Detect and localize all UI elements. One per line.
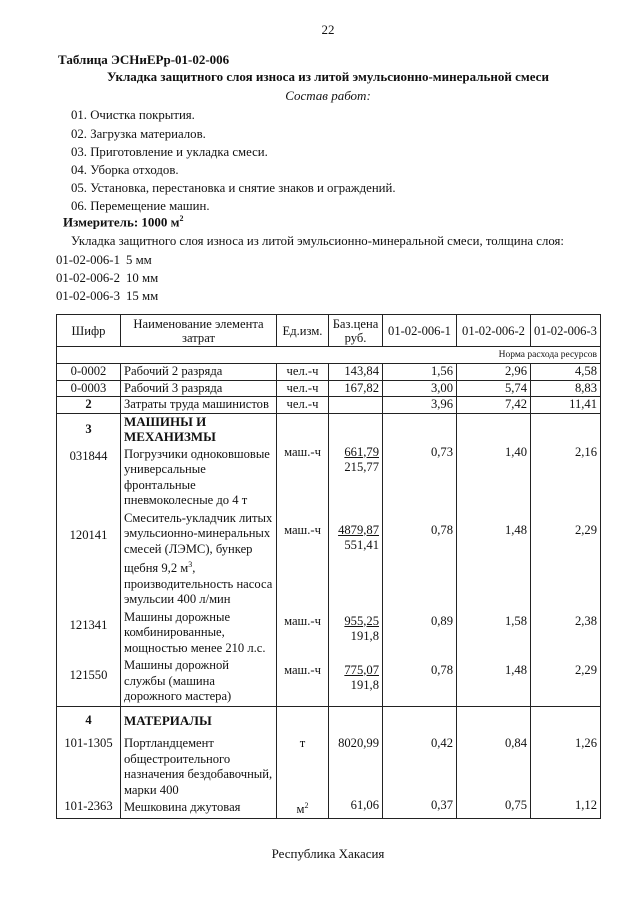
machines-section [57,413,601,706]
price-bottom: 215,77 [344,460,379,474]
row-unit: маш.-ч [284,523,321,537]
row-code: 101-1305 [64,736,113,751]
row-v3: 2,29 [574,523,597,537]
section-title: МАШИНЫ И МЕХАНИЗМЫ [124,413,216,444]
row-unit: чел.-ч [277,397,329,414]
variant-code: 01-02-006-2 [56,271,120,285]
row-unit: т [299,735,306,750]
page-number: 22 [321,22,335,37]
row-price: 167,82 [329,380,383,397]
work-item: 05. Установка, перестановка и снятие знаков и ограждений. [71,181,396,195]
materials-section [57,706,601,818]
row-v3: 11,41 [531,397,601,414]
machine-name: Погрузчики одноковшовые универсальные фронтальные пневмоколесные до 4 т [124,446,270,507]
price-top: 661,79 [344,444,379,459]
row-v3: 1,26 [574,735,597,750]
machine-name-text: Смеситель-укладчик литых эмульсионно-минеральных смесей (ЛЭМС), бункер щебня 9,2 м [124,510,273,576]
row-price [329,397,383,414]
row-name: Рабочий 3 разряда [121,380,277,397]
row-unit: чел.-ч [277,380,329,397]
price-top: 775,07 [344,662,379,677]
norm-label-row [57,347,601,364]
row-code: 121550 [69,667,108,682]
row-unit-2 [280,798,325,818]
machine-name-sup: 3 [188,560,193,569]
row-v3: 1,12 [574,798,597,813]
price-top: 4879,87 [338,522,379,537]
work-item: 01. Очистка покрытия. [71,108,195,122]
row-code: 031844 [69,449,108,463]
header-variant-3: 01-02-006-3 [531,315,601,347]
row-v3: 8,83 [531,380,601,397]
row-v1: 0,78 [430,663,453,677]
row-name: Затраты труда машинистов [121,397,277,414]
header-price: Баз.цена руб. [329,315,383,347]
row-code: 120141 [69,527,108,542]
table-row [57,380,601,397]
row-v3: 2,38 [574,613,597,628]
variant-code: 01-02-006-3 [56,289,120,303]
meter-text: Измеритель: 1000 м [63,214,180,230]
machine-name-tail: , производительность насоса эмульсии 400 л/мин [124,561,273,607]
table-row [57,364,601,381]
row-v1: 1,56 [383,364,457,381]
row-v2: 7,42 [457,397,531,414]
composition-heading: Состав работ: [285,88,371,103]
row-v1: 3,00 [383,380,457,397]
row-v2: 0,84 [504,735,527,750]
row-v1: 0,89 [430,613,453,628]
header-name: Наименование элемента затрат [121,315,277,347]
price-bottom: 551,41 [344,538,379,552]
row-code: 121341 [69,618,108,632]
row-v2: 2,96 [457,364,531,381]
header-code: Шифр [57,315,121,347]
header-variant-2: 01-02-006-2 [457,315,531,347]
machine-name: Машины дорожной службы (машина дорожного мастера) [124,658,232,704]
unit-text: м [296,802,305,817]
header-variant-1: 01-02-006-1 [383,315,457,347]
row-v3: 2,16 [574,444,597,459]
variant-size: 15 мм [125,289,159,303]
row-v2: 1,40 [504,444,527,459]
work-item: 04. Уборка отходов. [71,163,179,177]
row-code: 0-0003 [57,380,121,397]
work-item: 03. Приготовление и укладка смеси. [71,145,268,159]
variant-size: 10 мм [125,271,159,285]
price-bottom: 191,8 [350,629,379,643]
page-footer: Республика Хакасия [271,846,385,861]
row-v3: 4,58 [531,364,601,381]
row-unit: маш.-ч [284,663,321,677]
norm-label: Норма расхода ресурсов [57,347,601,364]
row-unit: чел.-ч [277,364,329,381]
work-item: 06. Перемещение машин. [71,199,210,213]
row-v2: 1,48 [504,663,527,677]
variant-row [56,289,158,304]
row-v1: 0,78 [430,523,453,537]
section-code: 3 [85,421,92,436]
row-code: 2 [57,397,121,414]
machine-name-2 [124,511,273,608]
resource-rates-table [56,314,601,819]
row-v1: 3,96 [383,397,457,414]
variant-code: 01-02-006-1 [56,253,120,267]
work-item: 02. Загрузка материалов. [71,127,206,141]
unit-sup: 2 [304,801,309,811]
row-v2: 1,48 [504,523,527,537]
row-v1: 0,37 [430,798,453,813]
row-name: Рабочий 2 разряда [121,364,277,381]
machinist-labor-row [57,397,601,414]
row-price: 61,06 [350,798,379,813]
row-v3: 2,29 [574,663,597,677]
row-code: 0-0002 [57,364,121,381]
machine-name: Машины дорожные комбинированные, мощностью менее 210 л.с. [124,609,266,655]
material-name: Мешковина джутовая [124,800,241,815]
row-v2: 1,58 [504,613,527,628]
material-name: Портландцемент общестроительного назначения бездобавочный, марки 400 [124,736,273,797]
variant-row [56,253,152,268]
price-bottom: 191,8 [350,678,379,692]
row-v2: 0,75 [504,798,527,813]
price-top: 955,25 [344,613,379,628]
header-unit: Ед.изм. [277,315,329,347]
section-title: МАТЕРИАЛЫ [124,712,212,728]
work-description: Укладка защитного слоя износа из литой эмульсионно-минеральной смеси, толщина слоя: [71,234,564,248]
table-subtitle: Укладка защитного слоя износа из литой эмульсионно-минеральной смеси [107,69,549,84]
variant-size: 5 мм [125,253,152,267]
table-title: Таблица ЭСНиЕРр-01-02-006 [58,52,230,67]
row-v1: 0,42 [430,735,453,750]
meter-label [63,214,184,230]
row-code: 101-2363 [64,798,113,813]
row-price: 8020,99 [338,735,379,750]
row-price: 143,84 [329,364,383,381]
row-unit: маш.-ч [284,613,321,628]
table-header-row [57,315,601,347]
variant-row [56,271,158,286]
section-code: 4 [85,712,92,727]
row-unit: маш.-ч [284,444,321,459]
row-v2: 5,74 [457,380,531,397]
meter-sup: 2 [179,214,184,223]
row-v1: 0,73 [430,444,453,459]
